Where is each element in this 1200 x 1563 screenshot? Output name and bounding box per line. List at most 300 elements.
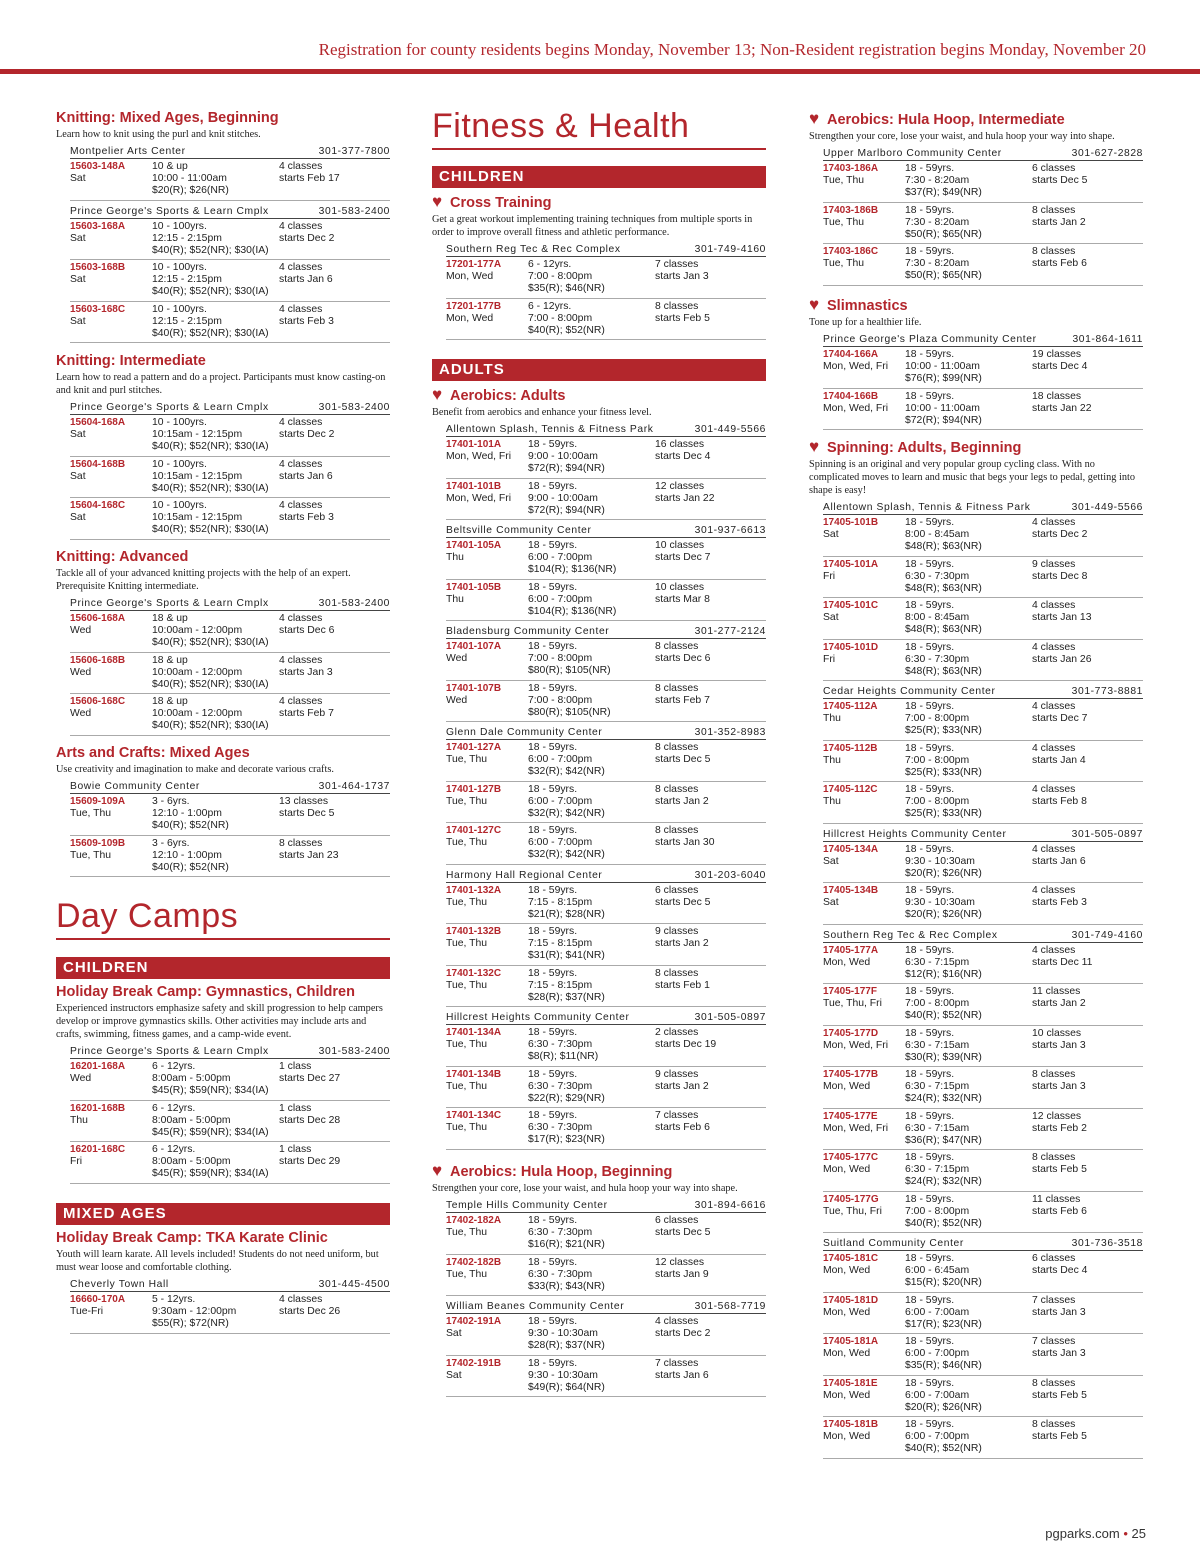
course-classes: 4 classes starts Jan 26: [1032, 641, 1092, 665]
course-days: Tue, Thu, Fri: [823, 1205, 882, 1217]
course-days: Wed: [70, 666, 92, 678]
adults-bar: [432, 359, 766, 381]
location-name: Bowie Community Center: [70, 781, 200, 792]
location-name: Allentown Splash, Tennis & Fitness Park: [823, 502, 1031, 513]
footer-site: pgparks.com: [1045, 1526, 1120, 1541]
course-details: 18 & up 10:00am - 12:00pm $40(R); $52(NR); $30(IA): [152, 696, 269, 731]
program-description: Strengthen your core, lose your waist, and hula hoop your way into shape.: [432, 1183, 738, 1194]
course-code: 15606-168A: [70, 613, 126, 624]
course-classes: 4 classes starts Dec 26: [279, 1294, 341, 1317]
class-row: [446, 740, 766, 782]
course-details: 18 - 59yrs. 6:00 - 7:00pm $32(R); $42(NR): [528, 742, 605, 777]
course-classes: 1 class starts Dec 29: [279, 1144, 341, 1167]
course-code: 17402-191B: [446, 1357, 502, 1369]
course-classes: 11 classes starts Jan 2: [1032, 986, 1086, 1009]
program-description: Experienced instructors emphasize safety and skill progression to help campers develop or improve gymnastics skills. Other activities may include arts and crafts, swimming, fitness games, and a camp-wide event.: [56, 1003, 383, 1040]
class-row: [70, 498, 390, 540]
class-row: [823, 1417, 1143, 1459]
course-code: 17201-177A: [446, 259, 502, 270]
program-description: Learn how to knit using the purl and knit stitches.: [56, 129, 261, 140]
course-code: 17405-177F: [823, 986, 877, 997]
course-days: Sat: [70, 232, 86, 244]
class-row: [446, 1067, 766, 1109]
course-classes: 9 classes starts Dec 8: [1032, 558, 1088, 582]
class-row: [823, 1192, 1143, 1234]
course-days: Tue, Thu: [446, 754, 488, 765]
class-row: [823, 347, 1143, 389]
location-name: William Beanes Community Center: [446, 1301, 625, 1312]
course-days: Fri: [823, 570, 836, 582]
course-classes: 8 classes starts Feb 5: [1032, 1152, 1087, 1175]
course-details: 3 - 6yrs. 12:10 - 1:00pm $40(R); $52(NR): [152, 837, 229, 873]
location-phone: 301-937-6613: [694, 525, 766, 536]
course-details: 6 - 12yrs. 7:00 - 8:00pm $40(R); $52(NR): [528, 300, 605, 336]
course-classes: 4 classes starts Jan 3: [279, 654, 333, 678]
section-day-camps: [56, 896, 390, 940]
course-details: 18 - 59yrs. 6:30 - 7:30pm $8(R); $11(NR): [528, 1027, 599, 1062]
course-classes: 4 classes starts Feb 8: [1032, 784, 1087, 807]
course-code: 17405-177A: [823, 944, 879, 956]
course-code: 16660-170A: [70, 1294, 126, 1305]
course-details: 18 - 59yrs. 7:15 - 8:15pm $31(R); $41(NR): [528, 926, 605, 961]
program-arts-crafts: [56, 745, 390, 877]
class-row: [70, 653, 390, 695]
location-header: [446, 423, 766, 437]
location-name: Hillcrest Heights Community Center: [823, 828, 1007, 840]
course-days: Mon, Wed: [446, 312, 494, 324]
course-code: 16201-168C: [70, 1144, 126, 1155]
course-classes: 8 classes starts Dec 5: [655, 742, 711, 765]
program-description: Tone up for a healthier life.: [809, 317, 922, 328]
course-details: 18 - 59yrs. 7:00 - 8:00pm $25(R); $33(NR): [905, 784, 982, 819]
course-days: Mon, Wed, Fri: [823, 1039, 889, 1051]
course-days: Tue, Thu: [70, 808, 112, 819]
class-row: [823, 1293, 1143, 1335]
course-details: 18 - 59yrs. 7:00 - 8:00pm $25(R); $33(NR): [905, 701, 982, 736]
class-row: [70, 457, 390, 499]
course-code: 15603-168C: [70, 303, 126, 315]
course-code: 17404-166A: [823, 349, 879, 360]
program-title: Knitting: Intermediate: [56, 353, 206, 369]
course-details: 18 - 59yrs. 6:00 - 7:00pm $32(R); $42(NR): [528, 783, 605, 819]
location-phone: 301-505-0897: [694, 1012, 766, 1023]
class-row: [823, 598, 1143, 640]
course-days: Fri: [823, 653, 836, 665]
class-row: [823, 161, 1143, 203]
course-days: Mon, Wed: [823, 1164, 871, 1175]
course-details: 18 - 59yrs. 10:00 - 11:00am $72(R); $94(NR): [905, 390, 982, 426]
program-title-text: Slimnastics: [827, 298, 908, 314]
course-classes: 8 classes starts Feb 5: [1032, 1377, 1087, 1401]
course-days: Mon, Wed: [823, 1348, 871, 1359]
course-details: 18 - 59yrs. 6:00 - 7:00pm $40(R); $52(NR): [905, 1419, 982, 1454]
program-description: Learn how to read a pattern and do a project. Participants must know casting-on and knit and purl stitches.: [56, 372, 386, 396]
class-row: [446, 437, 766, 479]
category-bar: ADULTS: [432, 359, 766, 381]
class-row: [823, 782, 1143, 824]
course-details: 18 - 59yrs. 6:00 - 7:00pm $104(R); $136(NR): [528, 581, 617, 617]
class-row: [446, 1314, 766, 1356]
course-details: 6 - 12yrs. 7:00 - 8:00pm $35(R); $46(NR): [528, 259, 605, 294]
program-description: Get a great workout implementing training techniques from multiple sports in order to improve overall fitness and athletic performance.: [432, 214, 753, 238]
location-name: Montpelier Arts Center: [70, 146, 186, 157]
footer-bullet: •: [1123, 1526, 1128, 1541]
location-phone: 301-894-6616: [694, 1200, 766, 1211]
course-code: 15604-168B: [70, 458, 126, 470]
location-phone: 301-749-4160: [694, 244, 766, 255]
class-row: [823, 943, 1143, 985]
course-classes: 11 classes starts Feb 6: [1032, 1193, 1087, 1217]
course-classes: 4 classes starts Dec 11: [1032, 944, 1093, 968]
course-details: 18 - 59yrs. 6:30 - 7:30pm $22(R); $29(NR): [528, 1068, 605, 1104]
location-header: [823, 929, 1143, 943]
course-classes: 2 classes starts Dec 19: [655, 1027, 717, 1050]
course-days: Mon, Wed, Fri: [823, 402, 889, 414]
location-header: [823, 333, 1143, 347]
program-title: Arts and Crafts: Mixed Ages: [56, 745, 250, 761]
program-description: Tackle all of your advanced knitting projects with the help of an expert. Prerequisite Knitting intermediate.: [56, 568, 351, 592]
course-days: Thu: [70, 1114, 88, 1126]
course-details: 18 - 59yrs. 7:00 - 8:00pm $25(R); $33(NR): [905, 742, 982, 778]
class-row: [446, 1213, 766, 1255]
program-hula-hoop-intermediate: [809, 110, 1143, 286]
class-row: [823, 1334, 1143, 1376]
location-phone: 301-583-2400: [318, 1046, 390, 1057]
course-code: 17401-127C: [446, 825, 502, 836]
course-classes: 4 classes starts Feb 7: [279, 696, 334, 719]
course-code: 17405-181E: [823, 1377, 878, 1389]
program-title: Holiday Break Camp: TKA Karate Clinic: [56, 1230, 328, 1246]
course-code: 17403-186A: [823, 163, 879, 174]
class-row: [823, 699, 1143, 741]
class-row: [446, 782, 766, 824]
location-phone: 301-627-2828: [1071, 148, 1143, 159]
heart-icon: ♥: [809, 295, 820, 314]
course-days: Mon, Wed, Fri: [446, 492, 512, 504]
class-row: [70, 694, 390, 736]
location-header: [70, 780, 390, 794]
course-code: 17401-127B: [446, 783, 502, 795]
location-header: [446, 625, 766, 639]
course-classes: 7 classes starts Jan 3: [655, 259, 709, 282]
course-days: Thu: [446, 552, 464, 563]
location-header: [823, 828, 1143, 842]
class-row: [70, 794, 390, 836]
location-header: [446, 524, 766, 538]
course-days: Mon, Wed: [446, 271, 494, 282]
course-classes: 10 classes starts Dec 7: [655, 540, 711, 563]
program-title: [432, 193, 766, 212]
course-classes: 4 classes starts Feb 17: [279, 161, 340, 184]
course-classes: 4 classes starts Dec 7: [1032, 701, 1088, 724]
location-name: Southern Reg Tec & Rec Complex: [446, 244, 621, 255]
course-details: 10 - 100yrs. 10:15am - 12:15pm $40(R); $52(NR); $30(IA): [152, 417, 269, 452]
class-row: [823, 1109, 1143, 1151]
course-code: 17403-186B: [823, 204, 879, 216]
course-code: 17405-181C: [823, 1253, 879, 1264]
course-details: 18 - 59yrs. 9:00 - 10:00am $72(R); $94(NR): [528, 439, 605, 474]
class-row: [446, 580, 766, 622]
course-code: 15603-148A: [70, 161, 126, 172]
course-details: 18 - 59yrs. 6:30 - 7:30pm $48(R); $63(NR): [905, 558, 982, 594]
course-days: Tue, Thu: [446, 979, 488, 991]
class-row: [446, 299, 766, 341]
course-classes: 8 classes starts Jan 2: [655, 783, 709, 807]
class-row: [823, 1251, 1143, 1293]
location-header: [446, 243, 766, 257]
course-days: Tue, Thu: [446, 1268, 488, 1280]
course-code: 17405-134A: [823, 843, 879, 855]
course-details: 18 - 59yrs. 6:00 - 6:45am $15(R); $20(NR): [905, 1253, 982, 1288]
program-description: Spinning is an original and very popular group cycling class. With no complicated moves to learn and music that begs your legs to pedal, getting into shape is easy!: [809, 459, 1135, 496]
class-row: [446, 924, 766, 966]
course-details: 18 - 59yrs. 6:30 - 7:15am $36(R); $47(NR): [905, 1110, 982, 1146]
course-details: 18 - 59yrs. 6:30 - 7:30pm $48(R); $63(NR): [905, 641, 982, 677]
course-days: Mon, Wed, Fri: [823, 1122, 889, 1134]
course-details: 18 - 59yrs. 6:30 - 7:30pm $17(R); $23(NR): [528, 1110, 605, 1145]
class-row: [70, 219, 390, 261]
course-days: Sat: [70, 470, 86, 482]
location-name: Glenn Dale Community Center: [446, 727, 603, 738]
location-header: [446, 1011, 766, 1025]
course-days: Tue, Thu: [446, 938, 488, 949]
course-details: 18 - 59yrs. 6:30 - 7:15pm $12(R); $16(NR): [905, 944, 982, 980]
course-classes: 8 classes starts Feb 1: [655, 967, 710, 991]
course-details: 18 - 59yrs. 8:00 - 8:45am $48(R); $63(NR): [905, 517, 982, 552]
course-classes: 4 classes starts Dec 2: [279, 220, 335, 244]
course-code: 17405-101C: [823, 600, 879, 611]
program-title: [809, 110, 1143, 129]
class-row: [446, 538, 766, 580]
class-row: [823, 984, 1143, 1026]
course-code: 17402-182A: [446, 1215, 502, 1226]
location-name: Beltsville Community Center: [446, 525, 592, 536]
program-spinning: [809, 438, 1143, 1459]
location-header: [446, 1199, 766, 1213]
course-days: Tue, Thu: [823, 216, 865, 228]
location-header: [823, 501, 1143, 515]
course-days: Sat: [70, 315, 86, 327]
location-phone: 301-464-1737: [318, 781, 390, 792]
class-row: [446, 681, 766, 723]
course-classes: 4 classes starts Feb 3: [279, 500, 334, 523]
course-classes: 4 classes starts Dec 2: [279, 417, 335, 440]
course-days: Tue, Thu: [446, 1122, 488, 1133]
program-gymnastics-camp: [56, 984, 390, 1184]
section-title: Day Camps: [56, 896, 390, 940]
course-days: Sat: [823, 855, 839, 867]
course-days: Tue, Thu: [70, 849, 112, 861]
course-details: 18 - 59yrs. 7:30 - 8:20am $37(R); $49(NR): [905, 163, 982, 198]
course-classes: 12 classes starts Feb 2: [1032, 1110, 1087, 1134]
course-classes: 4 classes starts Jan 4: [1032, 742, 1086, 766]
course-days: Tue, Thu: [446, 896, 488, 908]
course-days: Mon, Wed: [823, 1389, 871, 1401]
course-code: 17405-177D: [823, 1027, 879, 1039]
course-classes: 1 class starts Dec 28: [279, 1102, 341, 1126]
course-classes: 7 classes starts Jan 6: [655, 1357, 709, 1381]
course-code: 15604-168A: [70, 417, 126, 428]
course-classes: 8 classes starts Jan 3: [1032, 1069, 1086, 1092]
course-classes: 10 classes starts Mar 8: [655, 581, 710, 605]
course-code: 17401-105A: [446, 540, 502, 551]
location-header: [70, 205, 390, 219]
heart-icon: ♥: [809, 437, 820, 456]
course-code: 17401-127A: [446, 742, 502, 753]
course-code: 17402-182B: [446, 1256, 502, 1268]
course-days: Tue, Thu: [446, 837, 488, 848]
course-classes: 4 classes starts Jan 6: [279, 262, 333, 285]
course-code: 17401-132C: [446, 967, 502, 979]
course-code: 17403-186C: [823, 246, 879, 257]
class-row: [823, 741, 1143, 783]
course-code: 17405-181D: [823, 1294, 879, 1306]
location-phone: 301-505-0897: [1071, 828, 1143, 840]
course-days: Tue, Thu: [823, 175, 865, 186]
course-classes: 4 classes starts Jan 6: [279, 458, 333, 482]
category-bar: CHILDREN: [432, 166, 766, 188]
course-details: 6 - 12yrs. 8:00am - 5:00pm $45(R); $59(NR); $34(IA): [152, 1144, 269, 1179]
class-row: [70, 836, 390, 878]
location-phone: 301-864-1611: [1072, 334, 1143, 345]
course-details: 18 - 59yrs. 6:30 - 7:15pm $24(R); $32(NR): [905, 1069, 982, 1104]
course-code: 17405-112C: [823, 784, 878, 795]
course-days: Sat: [70, 429, 86, 440]
course-days: Sat: [70, 173, 86, 184]
course-classes: 7 classes starts Feb 6: [655, 1110, 710, 1133]
course-code: 17401-132A: [446, 884, 502, 896]
course-days: Mon, Wed: [823, 1081, 871, 1092]
course-classes: 9 classes starts Jan 2: [655, 926, 709, 949]
course-details: 18 - 59yrs. 7:00 - 8:00pm $40(R); $52(NR): [905, 1193, 982, 1229]
course-code: 17402-191A: [446, 1316, 502, 1327]
course-classes: 4 classes starts Feb 3: [1032, 885, 1087, 908]
course-days: Wed: [70, 625, 92, 636]
children-bar: [56, 957, 390, 979]
course-days: Wed: [70, 1073, 92, 1084]
class-row: [823, 883, 1143, 925]
location-name: Harmony Hall Regional Center: [446, 869, 603, 881]
course-classes: 8 classes starts Jan 23: [279, 837, 339, 861]
program-title-text: Spinning: Adults, Beginning: [827, 440, 1022, 456]
course-classes: 9 classes starts Jan 2: [655, 1068, 709, 1092]
course-code: 17405-177G: [823, 1193, 879, 1205]
course-days: Sat: [70, 274, 86, 285]
course-days: Mon, Wed, Fri: [823, 361, 889, 372]
course-details: 18 - 59yrs. 7:15 - 8:15pm $21(R); $28(NR): [528, 884, 605, 920]
course-details: 18 - 59yrs. 6:00 - 7:00am $20(R); $26(NR): [905, 1377, 982, 1413]
course-code: 17405-101A: [823, 558, 879, 570]
course-code: 17401-134A: [446, 1027, 502, 1038]
course-days: Mon, Wed: [823, 1265, 871, 1276]
program-title-text: Aerobics: Hula Hoop, Intermediate: [827, 112, 1065, 128]
course-classes: 12 classes starts Jan 9: [655, 1256, 709, 1280]
location-phone: 301-773-8881: [1071, 686, 1143, 697]
page-header: [0, 0, 1200, 76]
class-row: [446, 823, 766, 865]
class-row: [823, 640, 1143, 682]
class-row: [823, 1150, 1143, 1192]
location-phone: 301-352-8983: [694, 727, 766, 738]
course-classes: 4 classes starts Feb 3: [279, 303, 334, 327]
course-details: 18 - 59yrs. 9:30 - 10:30am $49(R); $64(NR): [528, 1357, 605, 1393]
location-name: Cedar Heights Community Center: [823, 686, 996, 697]
location-name: Cheverly Town Hall: [70, 1279, 169, 1290]
course-code: 16201-168A: [70, 1061, 126, 1072]
class-row: [70, 1059, 390, 1101]
program-description: Strengthen your core, lose your waist, and hula hoop your way into shape.: [809, 131, 1115, 142]
location-phone: 301-749-4160: [1071, 929, 1143, 941]
program-description: Use creativity and imagination to make and decorate various crafts.: [56, 764, 334, 775]
course-days: Tue, Thu: [446, 1227, 488, 1238]
course-details: 5 - 12yrs. 9:30am - 12:00pm $55(R); $72(NR): [152, 1294, 237, 1329]
registration-banner: Registration for county residents begins Monday, November 13; Non-Resident registration begins Monday, November 20: [318, 40, 1146, 59]
course-classes: 7 classes starts Jan 3: [1032, 1336, 1086, 1359]
class-row: [823, 515, 1143, 557]
course-details: 18 - 59yrs. 7:00 - 8:00pm $80(R); $105(NR): [528, 641, 611, 676]
program-slimnastics: [809, 296, 1143, 430]
course-details: 6 - 12yrs. 8:00am - 5:00pm $45(R); $59(NR); $34(IA): [152, 1061, 269, 1096]
class-row: [70, 415, 390, 457]
course-details: 10 - 100yrs. 10:15am - 12:15pm $40(R); $52(NR); $30(IA): [152, 458, 269, 494]
course-classes: 4 classes starts Dec 2: [1032, 517, 1088, 540]
location-name: Prince George's Sports & Learn Cmplx: [70, 205, 269, 217]
course-classes: 8 classes starts Feb 5: [655, 300, 710, 324]
location-header: [70, 401, 390, 415]
location-header: [446, 869, 766, 883]
course-classes: 13 classes starts Dec 5: [279, 796, 335, 819]
course-code: 17405-101B: [823, 517, 879, 528]
course-classes: 4 classes starts Jan 6: [1032, 843, 1086, 867]
course-details: 10 - 100yrs. 12:15 - 2:15pm $40(R); $52(NR); $30(IA): [152, 220, 269, 256]
course-classes: 8 classes starts Feb 7: [655, 682, 710, 706]
course-details: 18 - 59yrs. 9:00 - 10:00am $72(R); $94(NR): [528, 480, 605, 516]
course-code: 17405-181A: [823, 1336, 879, 1347]
course-classes: 6 classes starts Dec 5: [655, 884, 711, 908]
course-details: 18 - 59yrs. 6:30 - 7:30pm $16(R); $21(NR): [528, 1215, 605, 1250]
course-code: 17404-166B: [823, 390, 879, 402]
section-title: Fitness & Health: [432, 106, 766, 150]
class-row: [446, 639, 766, 681]
course-days: Sat: [70, 512, 86, 523]
course-code: 17401-132B: [446, 926, 502, 937]
class-row: [70, 1101, 390, 1143]
program-title: [432, 1162, 766, 1181]
heart-icon: ♥: [809, 109, 820, 128]
class-row: [823, 1376, 1143, 1418]
course-code: 17401-107B: [446, 682, 502, 694]
course-days: Tue, Thu: [823, 258, 865, 269]
course-days: Tue, Thu: [446, 1080, 488, 1092]
course-details: 18 - 59yrs. 6:30 - 7:30pm $33(R); $43(NR): [528, 1256, 605, 1292]
course-details: 18 - 59yrs. 6:00 - 7:00pm $104(R); $136(NR): [528, 540, 617, 575]
course-code: 17401-105B: [446, 581, 502, 593]
location-name: Bladensburg Community Center: [446, 626, 610, 637]
course-code: 15603-168B: [70, 262, 126, 273]
class-row: [823, 203, 1143, 245]
course-code: 17401-101A: [446, 439, 502, 450]
class-row: [446, 1356, 766, 1398]
location-name: Temple Hills Community Center: [446, 1200, 608, 1211]
class-row: [446, 1108, 766, 1150]
course-code: 17405-134B: [823, 885, 879, 896]
course-code: 17405-101D: [823, 641, 879, 653]
location-name: Suitland Community Center: [823, 1238, 964, 1249]
location-phone: 301-449-5566: [694, 424, 766, 435]
location-phone: 301-203-6040: [694, 869, 766, 881]
class-row: [823, 1067, 1143, 1109]
course-details: 18 - 59yrs. 6:00 - 7:00pm $35(R); $46(NR): [905, 1336, 982, 1371]
